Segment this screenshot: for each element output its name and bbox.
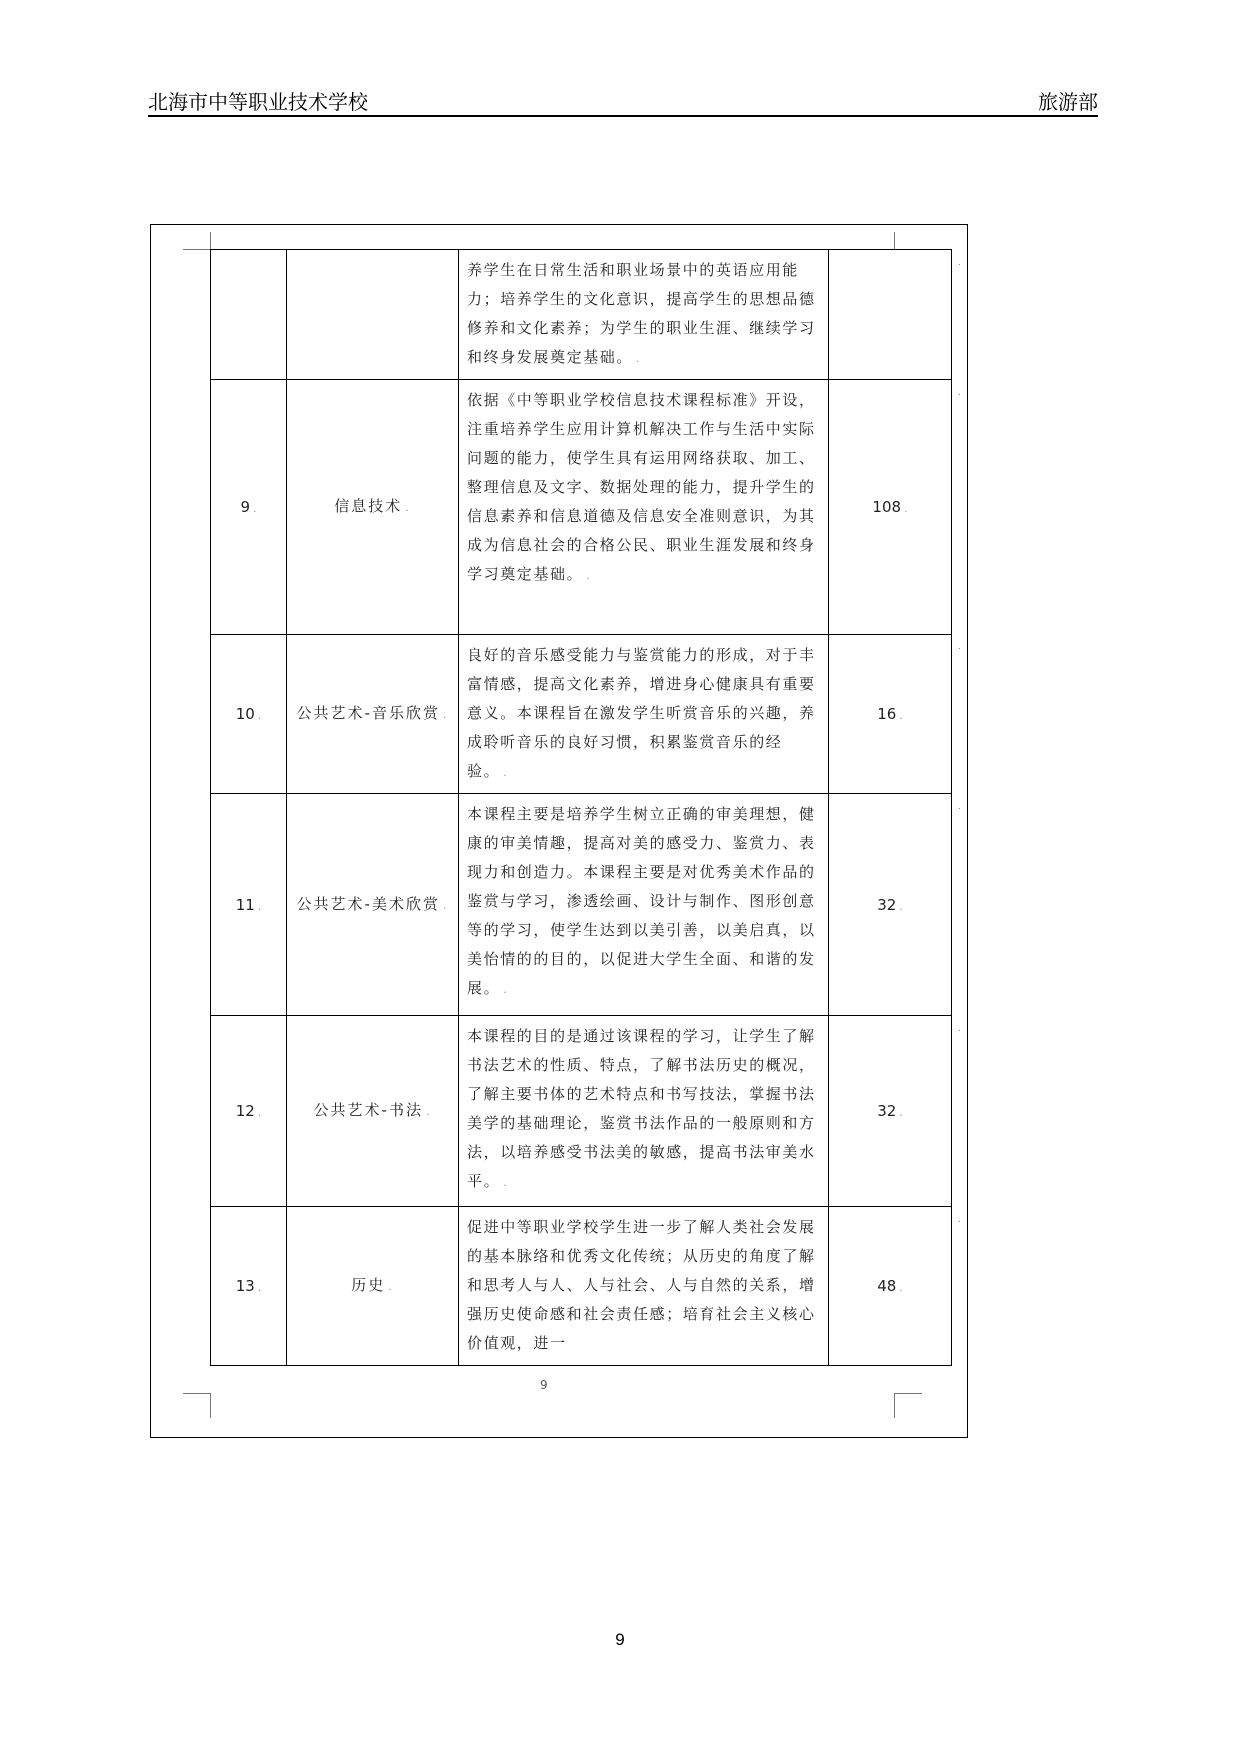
course-hours: 16 . bbox=[829, 635, 952, 794]
header-department: 旅游部 bbox=[1038, 90, 1098, 114]
paragraph-mark: . bbox=[958, 1024, 961, 1034]
course-name: 历史 . bbox=[287, 1207, 459, 1366]
paragraph-mark: . bbox=[958, 1215, 961, 1225]
course-name: 公共艺术-书法 . bbox=[287, 1016, 459, 1207]
crop-mark-top-left bbox=[183, 232, 211, 250]
crop-mark-bottom-left bbox=[183, 1393, 211, 1418]
course-description-text: 促进中等职业学校学生进一步了解人类社会发展的基本脉络和优秀文化传统；从历史的角度了解和思考人与人、人与社会、人与自然的关系，增强历史使命感和社会责任感；培育社会主义核心价值观，进一 bbox=[467, 1218, 816, 1352]
row-index: 9 . bbox=[211, 380, 287, 635]
table-row bbox=[211, 1207, 952, 1366]
page-number: 9 bbox=[615, 1630, 625, 1649]
table-row bbox=[211, 250, 952, 380]
row-index: 10 . bbox=[211, 635, 287, 794]
course-description: 本课程的目的是通过该课程的学习，让学生了解书法艺术的性质、特点，了解书法历史的概况，了解主要书体的艺术特点和书写技法，掌握书法美学的基础理论，鉴赏书法作品的一般原则和方法，以培养感受书法美的敏感，提高书法审美水平。 . bbox=[459, 1016, 829, 1207]
course-description bbox=[459, 1207, 829, 1366]
course-description: 养学生在日常生活和职业场景中的英语应用能力；培养学生的文化意识，提高学生的思想品德修养和文化素养；为学生的职业生涯、继续学习和终身发展奠定基础。 . bbox=[459, 250, 829, 380]
paragraph-mark: . bbox=[958, 802, 961, 812]
course-hours: 48 . bbox=[829, 1207, 952, 1366]
course-hours: 32 . bbox=[829, 794, 952, 1016]
course-name: 公共艺术-美术欣赏 . bbox=[287, 794, 459, 1016]
row-index bbox=[211, 250, 287, 380]
table-row bbox=[211, 380, 952, 635]
paragraph-mark: . bbox=[958, 388, 961, 398]
course-name: 公共艺术-音乐欣赏 . bbox=[287, 635, 459, 794]
crop-mark-bottom-right bbox=[894, 1393, 922, 1418]
course-hours: 108 . bbox=[829, 380, 952, 635]
embedded-page-number: 9 bbox=[540, 1378, 548, 1392]
course-name: 信息技术 . bbox=[287, 380, 459, 635]
row-index: 13 . bbox=[211, 1207, 287, 1366]
row-index: 12 . bbox=[211, 1016, 287, 1207]
course-hours bbox=[829, 250, 952, 380]
paragraph-mark: . bbox=[958, 258, 961, 268]
row-index: 11 . bbox=[211, 794, 287, 1016]
course-hours: 32 . bbox=[829, 1016, 952, 1207]
header-school: 北海市中等职业技术学校 bbox=[148, 90, 368, 114]
course-description: 良好的音乐感受能力与鉴赏能力的形成，对于丰富情感，提高文化素养，增进身心健康具有重要意义。本课程旨在激发学生听赏音乐的兴趣，养成聆听音乐的良好习惯，积累鉴赏音乐的经验。 . bbox=[459, 635, 829, 794]
table-row bbox=[211, 1016, 952, 1207]
crop-mark-top-right bbox=[894, 232, 922, 250]
course-description: 依据《中等职业学校信息技术课程标准》开设，注重培养学生应用计算机解决工作与生活中实际问题的能力，使学生具有运用网络获取、加工、整理信息及文字、数据处理的能力，提升学生的信息素养和信息道德及信息安全准则意识，为其成为信息社会的合格公民、职业生涯发展和终身学习奠定基础。 . bbox=[459, 380, 829, 635]
table-row bbox=[211, 794, 952, 1016]
table-row bbox=[211, 635, 952, 794]
header-rule bbox=[148, 115, 1098, 117]
course-description: 本课程主要是培养学生树立正确的审美理想，健康的审美情趣，提高对美的感受力、鉴赏力、表现力和创造力。本课程主要是对优秀美术作品的鉴赏与学习，渗透绘画、设计与制作、图形创意等的学习，使学生达到以美引善，以美启真，以美怡情的的目的，以促进大学生全面、和谐的发展。 . bbox=[459, 794, 829, 1016]
paragraph-mark: . bbox=[958, 642, 961, 652]
course-name bbox=[287, 250, 459, 380]
course-table bbox=[210, 249, 952, 1366]
